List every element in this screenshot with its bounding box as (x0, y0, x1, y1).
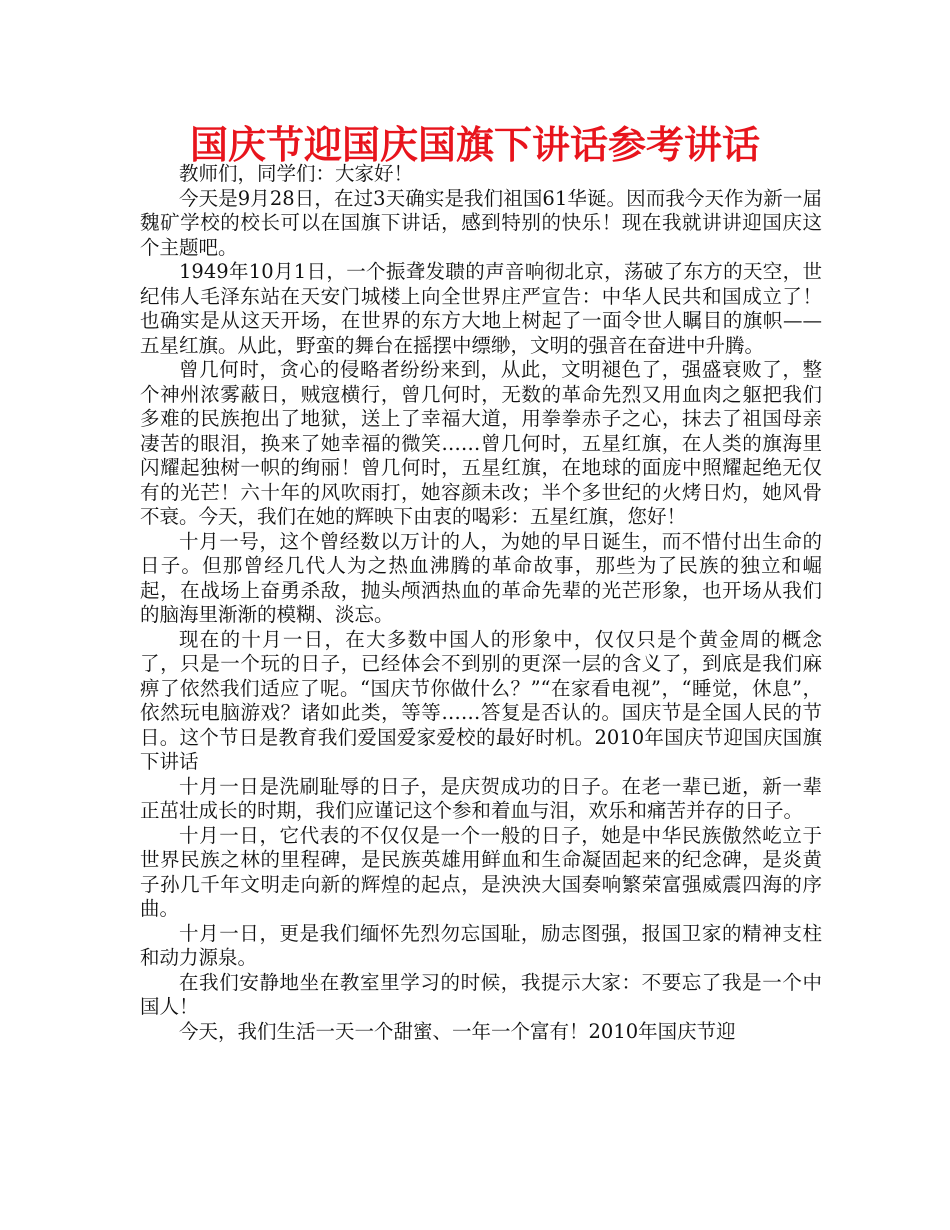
paragraph: 十月一日，更是我们缅怀先烈勿忘国耻，励志图强，报国卫家的精神支柱和动力源泉。 (140, 921, 822, 969)
paragraph: 今天，我们生活一天一个甜蜜、一年一个富有！2010年国庆节迎 (179, 1019, 736, 1043)
paragraph: 十月一日，它代表的不仅仅是一个一般的日子，她是中华民族傲然屹立于世界民族之林的里程碑，是民族英雄用鲜血和生命凝固起来的纪念碑，是炎黄子孙几千年文明走向新的辉煌的起点，是泱泱大国奏响繁荣富强威震四海的序曲。 (140, 823, 822, 920)
document-body (140, 162, 822, 1044)
paragraph: 今天是9月28日，在过3天确实是我们祖国61华诞。因而我今天作为新一届魏矿学校的校长可以在国旗下讲话，感到特别的快乐！现在我就讲讲迎国庆这个主题吧。 (140, 186, 822, 259)
paragraph: 曾几何时，贪心的侵略者纷纷来到，从此，文明褪色了，强盛衰败了，整个神州浓雾蔽日，贼寇横行，曾几何时，无数的革命先烈又用血肉之躯把我们多难的民族抱出了地狱，送上了幸福大道，用拳拳赤子之心，抹去了祖国母亲凄苦的眼泪，换来了她幸福的微笑……曾几何时，五星红旗，在人类的旗海里闪耀起独树一帜的绚丽！曾几何时，五星红旗，在地球的面庞中照耀起绝无仅有的光芒！六十年的风吹雨打，她容颜未改；半个多世纪的火烤日灼，她风骨不衰。今天，我们在她的辉映下由衷的喝彩：五星红旗，您好！ (140, 358, 822, 528)
paragraph: 十月一日是洗刷耻辱的日子，是庆贺成功的日子。在老一辈已逝，新一辈正茁壮成长的时期，我们应谨记这个参和着血与泪，欢乐和痛苦并存的日子。 (140, 774, 822, 822)
paragraph: 现在的十月一日，在大多数中国人的形象中，仅仅只是个黄金周的概念了，只是一个玩的日子，已经体会不到别的更深一层的含义了，到底是我们麻痹了依然我们适应了呢。“国庆节你做什么？”“在家看电视”，“睡觉，休息”，依然玩电脑游戏？诸如此类，等等……答复是否认的。国庆节是全国人民的节日。这个节日是教育我们爱国爱家爱校的最好时机。2010年国庆节迎国庆国旗下讲话 (140, 627, 822, 773)
paragraph: 十月一号，这个曾经数以万计的人，为她的早日诞生，而不惜付出生命的日子。但那曾经几代人为之热血沸腾的革命故事，那些为了民族的独立和崛起，在战场上奋勇杀敌，抛头颅洒热血的革命先辈的光芒形象，也开场从我们的脑海里渐渐的模糊、淡忘。 (140, 529, 822, 626)
paragraph: 1949年10月1日，一个振聋发聩的声音响彻北京，荡破了东方的天空，世纪伟人毛泽东站在天安门城楼上向全世界庄严宣告：中华人民共和国成立了！也确实是从这天开场，在世界的东方大地上树起了一面令世人瞩目的旗帜——五星红旗。从此，野蛮的舞台在摇摆中缥缈，文明的强音在奋进中升腾。 (140, 260, 822, 357)
document-title: 国庆节迎国庆国旗下讲话参考讲话 (189, 123, 760, 167)
paragraph-greeting: 教师们，同学们：大家好！ (179, 162, 414, 185)
paragraph: 在我们安静地坐在教室里学习的时候，我提示大家：不要忘了我是一个中国人！ (140, 970, 822, 1018)
